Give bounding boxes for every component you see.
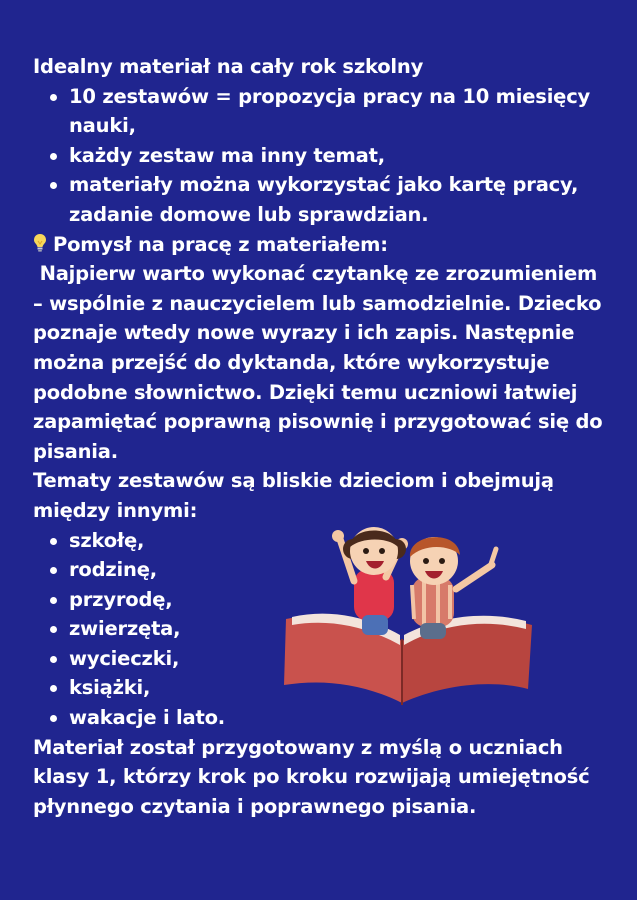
list-item: wakacje i lato. [69,703,608,733]
intro-heading: Idealny materiał na cały rok szkolny [33,55,424,78]
list-item: zwierzęta, [69,614,608,644]
idea-line [33,230,608,260]
list-item: wycieczki, [69,644,608,674]
list-item: przyrodę, [69,585,608,615]
topics-heading: Tematy zestawów są bliskie dzieciom i obejmują między innymi: [33,469,554,522]
closing-text: Materiał został przygotowany z myślą o uczniach klasy 1, którzy krok po kroku rozwijają umiejętność płynnego czytania i poprawnego pisania. [33,735,590,818]
list-item: rodzinę, [69,555,608,585]
idea-text: Najpierw warto wykonać czytankę ze zrozumieniem – wspólnie z nauczycielem lub samodzielnie. Dziecko poznaje wtedy nowe wyrazy i ich zapis. Następnie można przejść do dyktanda, które wykorzystuje podobne słownictwo. Dzięki temu uczniowi łatwiej zapamiętać poprawną pisownię i przygotować się do pisania. [33,262,610,463]
list-item: każdy zestaw ma inny temat, [69,141,608,171]
list-item: szkołę, [69,526,608,556]
intro-list [33,82,608,230]
list-item: materiały można wykorzystać jako kartę pracy, zadanie domowe lub sprawdzian. [69,170,608,229]
idea-heading: Pomysł na pracę z materiałem: [53,232,388,256]
list-item: 10 zestawów = propozycja pracy na 10 miesięcy nauki, [69,82,608,141]
list-item: książki, [69,673,608,703]
children-reading-book-illustration [282,515,537,715]
lightbulb-icon [33,233,47,253]
